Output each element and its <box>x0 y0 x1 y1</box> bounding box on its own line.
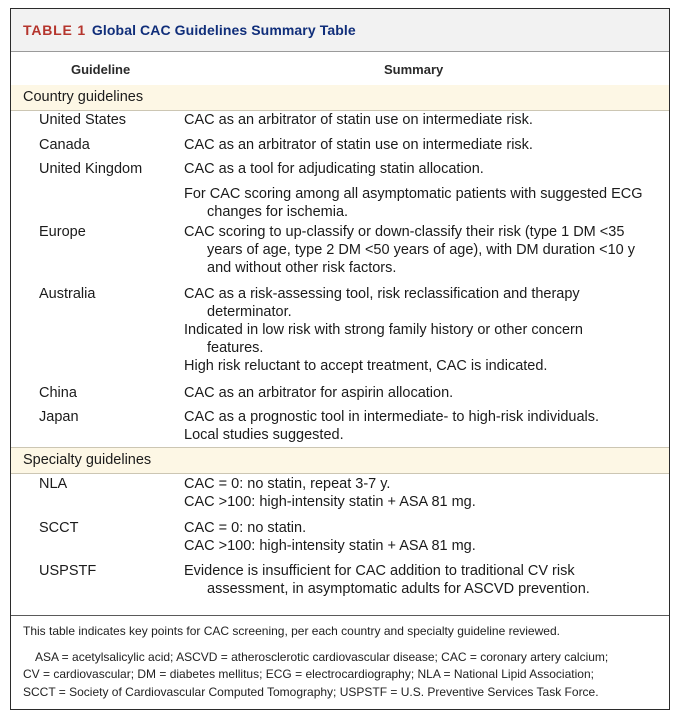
summary-line: CAC as a tool for adjudicating statin allocation. <box>184 161 484 177</box>
table-title-text: Global CAC Guidelines Summary Table <box>91 22 356 38</box>
table-frame <box>10 8 670 710</box>
guideline-cell: USPSTF <box>39 563 97 579</box>
table-footnote <box>23 623 663 701</box>
guideline-cell: NLA <box>39 476 68 492</box>
guideline-cell: Australia <box>39 286 96 302</box>
summary-line: Indicated in low risk with strong family history or other concern <box>184 322 583 338</box>
summary-cell <box>184 136 654 154</box>
summary-line: CAC >100: high-intensity statin + ASA 81 mg. <box>184 494 476 510</box>
summary-cell <box>184 384 654 402</box>
guideline-cell: Canada <box>39 137 90 153</box>
summary-line: and without other risk factors. <box>207 260 397 276</box>
column-header-guideline: Guideline <box>71 62 131 77</box>
summary-line: CAC as a prognostic tool in intermediate- to high-risk individuals. <box>184 409 600 425</box>
table-title-bar <box>11 9 669 52</box>
table-number: TABLE 1 <box>23 22 86 38</box>
summary-line: For CAC scoring among all asymptomatic patients with suggested ECG <box>184 186 643 202</box>
section-specialty-guidelines <box>11 447 669 474</box>
summary-line: CAC as an arbitrator of statin use on intermediate risk. <box>184 112 533 128</box>
section-country-guidelines <box>11 85 669 111</box>
summary-cell <box>184 285 654 375</box>
summary-line: features. <box>207 340 264 356</box>
summary-cell <box>184 223 654 277</box>
summary-line: CAC as an arbitrator of statin use on intermediate risk. <box>184 137 533 153</box>
guideline-cell: Europe <box>39 224 86 240</box>
summary-line: determinator. <box>207 304 292 320</box>
summary-line: CAC scoring to up-classify or down-classify their risk (type 1 DM <35 <box>184 224 625 240</box>
summary-cell <box>184 475 654 511</box>
abbreviation-line: SCCT = Society of Cardiovascular Computed Tomography; USPSTF = U.S. Preventive Services Task Force. <box>23 684 599 699</box>
guideline-cell: United Kingdom <box>39 161 143 177</box>
summary-line: CAC = 0: no statin, repeat 3-7 y. <box>184 476 391 492</box>
summary-line: CAC as a risk-assessing tool, risk reclassification and therapy <box>184 286 580 302</box>
footer-divider <box>11 615 669 616</box>
summary-cell <box>184 519 654 555</box>
summary-line: years of age, type 2 DM <50 years of age), with DM duration <10 y <box>207 242 635 258</box>
footnote-lead: This table indicates key points for CAC screening, per each country and specialty guideline reviewed. <box>23 624 560 638</box>
summary-line: changes for ischemia. <box>207 204 349 220</box>
summary-line: Evidence is insufficient for CAC addition to traditional CV risk <box>184 563 575 579</box>
summary-line: CAC = 0: no statin. <box>184 520 307 536</box>
abbreviation-line: ASA = acetylsalicylic acid; ASCVD = atherosclerotic cardiovascular disease; CAC = coronary artery calcium; <box>35 649 609 664</box>
summary-line: CAC as an arbitrator for aspirin allocation. <box>184 385 454 401</box>
summary-cell <box>184 111 654 129</box>
summary-line: assessment, in asymptomatic adults for ASCVD prevention. <box>207 581 590 597</box>
guideline-cell: China <box>39 385 77 401</box>
summary-cell <box>184 408 654 444</box>
summary-cell <box>184 160 654 221</box>
table-header <box>11 51 669 86</box>
guideline-cell: United States <box>39 112 127 128</box>
summary-line: High risk reluctant to accept treatment, CAC is indicated. <box>184 358 548 374</box>
abbreviation-line: CV = cardiovascular; DM = diabetes mellitus; ECG = electrocardiography; NLA = National Lipid Association; <box>23 667 594 681</box>
table-title <box>23 22 356 38</box>
section-title: Specialty guidelines <box>23 452 152 468</box>
guideline-cell: SCCT <box>39 520 79 536</box>
column-header-summary: Summary <box>384 62 444 77</box>
summary-line: CAC >100: high-intensity statin + ASA 81 mg. <box>184 538 476 554</box>
section-title: Country guidelines <box>23 89 144 105</box>
summary-cell <box>184 562 654 598</box>
guideline-cell: Japan <box>39 409 79 425</box>
summary-line: Local studies suggested. <box>184 427 344 443</box>
